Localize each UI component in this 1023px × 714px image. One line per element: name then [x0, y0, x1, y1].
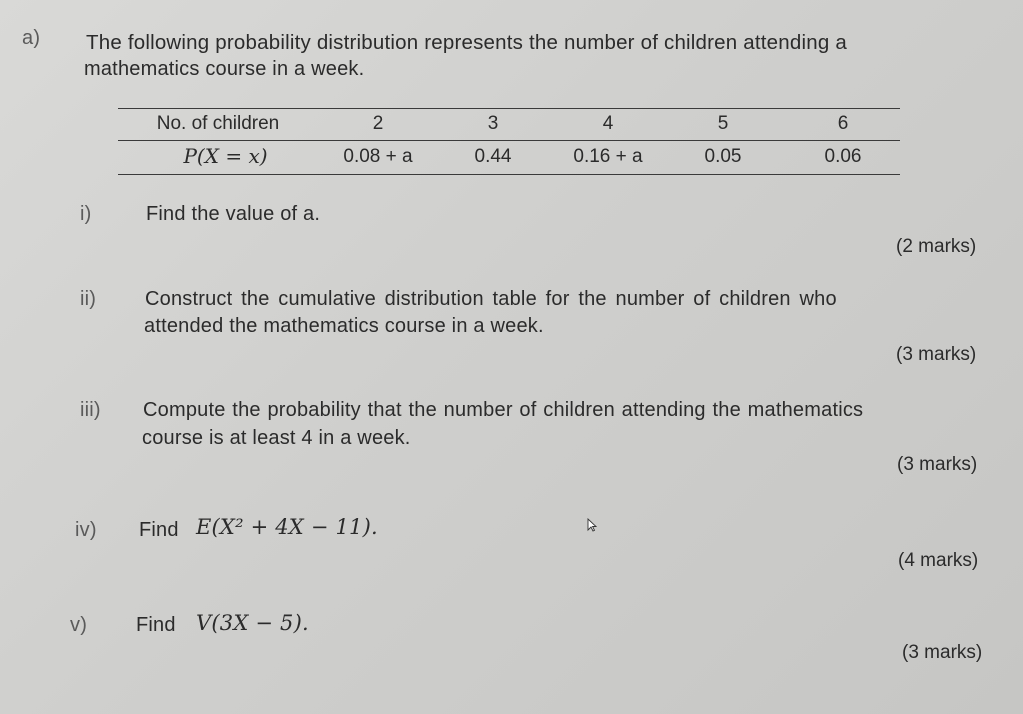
part-number: iii)	[80, 399, 101, 421]
mouse-cursor-icon	[587, 518, 597, 532]
part-text: Find the value of a.	[146, 203, 321, 225]
table-x-value: 3	[487, 113, 499, 134]
table-header-children: No. of children	[156, 113, 280, 134]
table-probability-value: 0.05	[704, 146, 742, 167]
part-marks: (3 marks)	[897, 454, 978, 475]
table-top-rule	[118, 108, 900, 109]
table-x-value: 6	[837, 113, 849, 134]
intro-line-2: mathematics course in a week.	[84, 58, 365, 80]
table-bottom-rule	[118, 174, 900, 175]
table-probability-value: 0.08 + a	[343, 146, 413, 167]
part-marks: (4 marks)	[898, 550, 979, 571]
part-number: v)	[70, 614, 88, 636]
part-marks: (3 marks)	[902, 642, 983, 663]
part-find-label: Find	[136, 614, 176, 636]
table-header-probability: P(X = x)	[183, 144, 268, 168]
part-number: i)	[80, 203, 92, 225]
table-x-value: 5	[717, 113, 729, 134]
part-number: iv)	[75, 519, 97, 541]
table-x-value: 2	[372, 113, 384, 134]
table-probability-value: 0.44	[474, 146, 512, 167]
table-probability-value: 0.06	[824, 146, 862, 167]
part-expression: E(X² + 4X − 11).	[196, 515, 378, 539]
part-marks: (2 marks)	[896, 236, 977, 257]
table-x-value: 4	[602, 113, 614, 134]
part-text: Construct the cumulative distribution table for the number of children who	[145, 288, 837, 310]
part-expression: V(3X − 5).	[196, 611, 309, 635]
part-text-continued: attended the mathematics course in a week.	[144, 315, 544, 337]
part-marks: (3 marks)	[896, 344, 977, 365]
question-label: a)	[22, 27, 41, 49]
part-text: Compute the probability that the number of children attending the mathematics	[143, 399, 864, 421]
intro-line-1: The following probability distribution represents the number of children attending a	[86, 31, 847, 54]
part-text-continued: course is at least 4 in a week.	[142, 427, 411, 449]
probability-distribution-table	[118, 108, 900, 176]
table-middle-rule	[118, 140, 900, 141]
part-find-label: Find	[139, 519, 179, 541]
table-probability-value: 0.16 + a	[573, 146, 643, 167]
part-number: ii)	[80, 288, 97, 310]
